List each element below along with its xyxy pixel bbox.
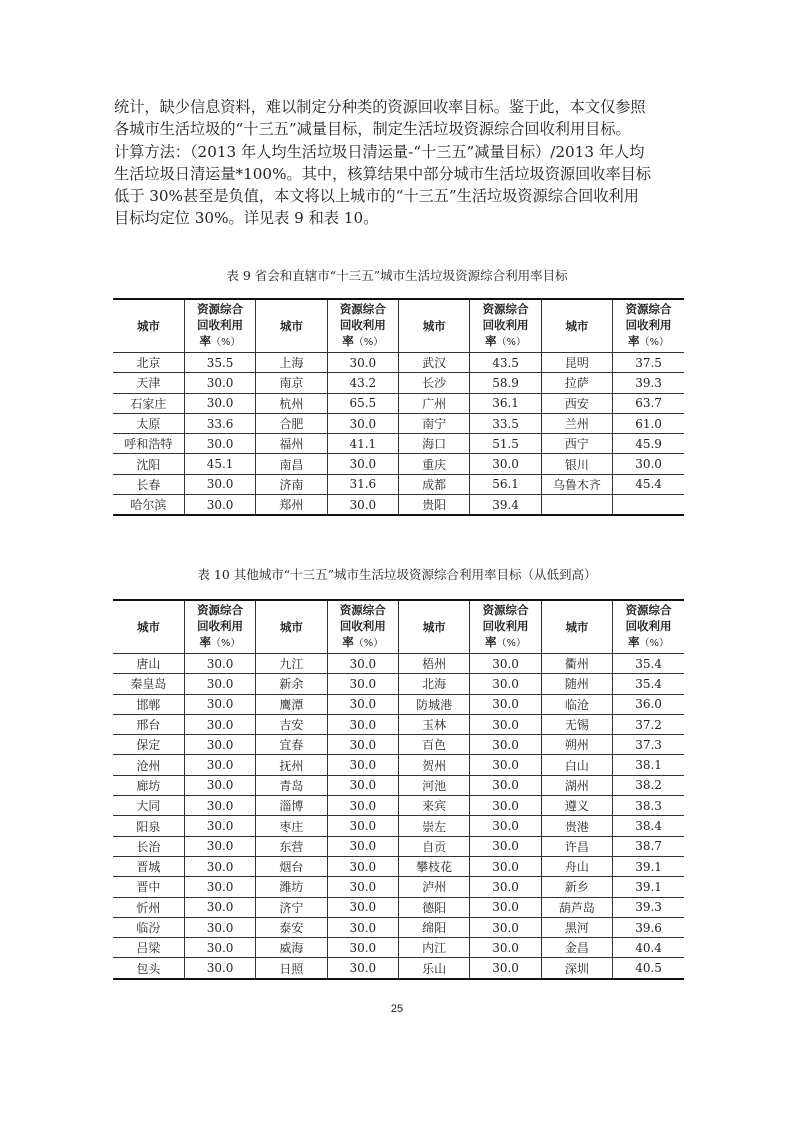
rate-cell: 36.0 [613,694,684,714]
city-cell: 天津 [113,373,184,393]
city-cell: 玉林 [399,714,470,734]
header-rate [327,299,398,353]
city-cell: 绵阳 [399,917,470,937]
body-paragraph [114,96,686,230]
rate-cell: 30.0 [470,917,541,937]
city-cell: 深圳 [541,958,612,979]
rate-cell: 39.4 [470,495,541,516]
header-rate-line3: 率 [628,334,640,348]
city-cell: 北海 [399,674,470,694]
city-cell: 遵义 [541,796,612,816]
city-cell: 昆明 [541,353,612,373]
rate-cell: 30.0 [327,836,398,856]
rate-cell: 30.0 [470,856,541,876]
city-cell: 合肥 [256,413,327,433]
rate-cell: 38.3 [613,796,684,816]
rate-cell: 30.0 [184,694,255,714]
rate-cell: 30.0 [184,735,255,755]
city-cell: 泸州 [399,877,470,897]
rate-cell: 30.0 [327,694,398,714]
city-cell: 石家庄 [113,393,184,413]
header-rate [470,600,541,654]
city-cell: 邢台 [113,714,184,734]
rate-cell: 38.4 [613,816,684,836]
rate-cell: 30.0 [184,434,255,454]
city-cell: 武汉 [399,353,470,373]
city-cell: 吕梁 [113,938,184,958]
city-cell: 海口 [399,434,470,454]
rate-cell: 30.0 [327,897,398,917]
table10 [113,599,684,980]
rate-cell: 30.0 [184,495,255,516]
rate-cell: 30.0 [327,735,398,755]
rate-cell: 30.0 [327,353,398,373]
city-cell: 晋城 [113,856,184,876]
rate-cell: 30.0 [327,917,398,937]
rate-cell: 40.5 [613,958,684,979]
city-cell: 葫芦岛 [541,897,612,917]
city-cell: 攀枝花 [399,856,470,876]
rate-cell: 36.1 [470,393,541,413]
table-row [113,694,684,714]
city-cell: 阳泉 [113,816,184,836]
table-row [113,938,684,958]
paragraph-line: 目标均定位 30%。详见表 9 和表 10。 [114,209,379,228]
rate-cell: 61.0 [613,413,684,433]
city-cell: 包头 [113,958,184,979]
rate-cell: 43.2 [327,373,398,393]
city-cell: 新乡 [541,877,612,897]
table-row [113,958,684,979]
city-cell: 唐山 [113,654,184,674]
rate-cell: 30.0 [470,714,541,734]
rate-cell: 30.0 [470,674,541,694]
city-cell: 福州 [256,434,327,454]
city-cell: 上海 [256,353,327,373]
header-rate-line2: 回收利用 [197,318,244,332]
table-row [113,393,684,413]
city-cell: 衢州 [541,654,612,674]
table-row [113,495,684,516]
rate-cell: 58.9 [470,373,541,393]
rate-cell: 30.0 [184,958,255,979]
city-cell: 保定 [113,735,184,755]
city-cell: 九江 [256,654,327,674]
rate-cell: 30.0 [470,877,541,897]
city-cell: 自贡 [399,836,470,856]
header-city: 城市 [541,299,612,353]
header-city: 城市 [541,600,612,654]
rate-cell: 30.0 [184,938,255,958]
rate-cell: 35.4 [613,674,684,694]
rate-cell: 33.5 [470,413,541,433]
rate-cell: 30.0 [327,654,398,674]
header-rate-line1: 资源综合 [625,603,672,617]
rate-cell: 30.0 [470,938,541,958]
header-rate-line3: 率 [342,334,354,348]
rate-cell: 30.0 [184,775,255,795]
rate-cell: 30.0 [184,755,255,775]
rate-cell: 43.5 [470,353,541,373]
rate-cell: 30.0 [470,735,541,755]
header-rate-line2: 回收利用 [482,318,529,332]
rate-cell: 30.0 [184,474,255,494]
city-cell: 南宁 [399,413,470,433]
rate-cell: 30.0 [184,674,255,694]
rate-cell: 45.1 [184,454,255,474]
header-city: 城市 [256,600,327,654]
header-rate-line2: 回收利用 [197,619,244,633]
rate-cell: 45.4 [613,474,684,494]
rate-cell: 38.2 [613,775,684,795]
table-row [113,877,684,897]
header-rate-line1: 资源综合 [625,302,672,316]
city-cell: 吉安 [256,714,327,734]
header-rate-unit: （%） [353,337,384,348]
header-rate-unit: （%） [639,337,670,348]
table10-caption: 表 10 其他城市“十三五”城市生活垃圾资源综合利用率目标（从低到高） [197,567,597,582]
city-cell: 郑州 [256,495,327,516]
paragraph-line: 各城市生活垃圾的“十三五”减量目标，制定生活垃圾资源综合回收利用目标。 [114,120,631,139]
rate-cell: 30.0 [327,775,398,795]
table-row [113,836,684,856]
rate-cell: 30.0 [327,495,398,516]
header-rate-unit: （%） [639,638,670,649]
city-cell: 杭州 [256,393,327,413]
city-cell: 贺州 [399,755,470,775]
rate-cell: 35.4 [613,654,684,674]
rate-cell: 56.1 [470,474,541,494]
header-rate-line2: 回收利用 [482,619,529,633]
city-cell: 金昌 [541,938,612,958]
rate-cell: 30.0 [184,393,255,413]
rate-cell: 30.0 [470,796,541,816]
city-cell: 乌鲁木齐 [541,474,612,494]
city-cell: 来宾 [399,796,470,816]
rate-cell: 30.0 [327,796,398,816]
rate-cell: 30.0 [184,917,255,937]
city-cell: 沧州 [113,755,184,775]
header-rate-line3: 率 [199,635,212,649]
rate-cell: 30.0 [470,836,541,856]
city-cell: 重庆 [399,454,470,474]
city-cell: 内江 [399,938,470,958]
header-rate-line2: 回收利用 [625,318,672,332]
city-cell: 宜春 [256,735,327,755]
rate-cell: 30.0 [327,856,398,876]
table-row [113,674,684,694]
header-rate-unit: （%） [353,638,384,649]
rate-cell: 38.7 [613,836,684,856]
city-cell: 贵阳 [399,495,470,516]
header-city: 城市 [399,299,470,353]
table-row [113,714,684,734]
city-cell: 湖州 [541,775,612,795]
rate-cell: 30.0 [327,938,398,958]
table-row [113,654,684,674]
city-cell: 抚州 [256,755,327,775]
rate-cell: 30.0 [184,816,255,836]
city-cell: 大同 [113,796,184,816]
table-row [113,434,684,454]
city-cell: 太原 [113,413,184,433]
city-cell: 随州 [541,674,612,694]
city-cell: 新余 [256,674,327,694]
city-cell: 晋中 [113,877,184,897]
header-rate [184,600,255,654]
paragraph-line: 生活垃圾日清运量*100%。其中，核算结果中部分城市生活垃圾资源回收率目标 [114,164,652,183]
rate-cell: 39.1 [613,877,684,897]
city-cell: 成都 [399,474,470,494]
header-row [113,600,684,654]
rate-cell: 63.7 [613,393,684,413]
table-row [113,897,684,917]
rate-cell: 30.0 [184,796,255,816]
header-rate-line3: 率 [485,334,497,348]
city-cell: 临沧 [541,694,612,714]
rate-cell: 39.1 [613,856,684,876]
header-rate-line1: 资源综合 [482,603,529,617]
header-rate-line1: 资源综合 [339,603,386,617]
rate-cell: 30.0 [327,755,398,775]
city-cell: 临汾 [113,917,184,937]
rate-cell: 30.0 [184,856,255,876]
city-cell: 北京 [113,353,184,373]
city-cell: 梧州 [399,654,470,674]
rate-cell: 30.0 [470,897,541,917]
city-cell: 乐山 [399,958,470,979]
header-city: 城市 [399,600,470,654]
table9-caption: 表 9 省会和直辖市“十三五”城市生活垃圾资源综合利用率目标 [226,268,568,283]
table-row [113,454,684,474]
header-rate-line1: 资源综合 [197,603,244,617]
rate-cell: 31.6 [327,474,398,494]
rate-cell: 30.0 [184,373,255,393]
header-row [113,299,684,353]
city-cell: 许昌 [541,836,612,856]
city-cell: 济南 [256,474,327,494]
city-cell: 长治 [113,836,184,856]
rate-cell: 30.0 [470,775,541,795]
rate-cell: 30.0 [327,454,398,474]
rate-cell: 30.0 [327,674,398,694]
city-cell: 贵港 [541,816,612,836]
table-row [113,796,684,816]
rate-cell: 30.0 [470,958,541,979]
city-cell: 白山 [541,755,612,775]
header-rate [327,600,398,654]
city-cell: 哈尔滨 [113,495,184,516]
header-rate-line2: 回收利用 [625,619,672,633]
rate-cell: 30.0 [470,454,541,474]
city-cell: 沈阳 [113,454,184,474]
header-rate-line3: 率 [199,334,212,348]
city-cell [541,495,612,516]
rate-cell: 35.5 [184,353,255,373]
table-row [113,735,684,755]
rate-cell: 30.0 [327,877,398,897]
rate-cell: 30.0 [470,654,541,674]
city-cell: 呼和浩特 [113,434,184,454]
city-cell: 邯郸 [113,694,184,714]
city-cell: 舟山 [541,856,612,876]
rate-cell: 30.0 [184,714,255,734]
header-rate [613,299,684,353]
header-rate-line1: 资源综合 [482,302,529,316]
header-rate [470,299,541,353]
city-cell: 潍坊 [256,877,327,897]
rate-cell: 39.3 [613,897,684,917]
city-cell: 鹰潭 [256,694,327,714]
city-cell: 拉萨 [541,373,612,393]
city-cell: 朔州 [541,735,612,755]
table-row [113,816,684,836]
city-cell: 崇左 [399,816,470,836]
rate-cell: 30.0 [327,958,398,979]
rate-cell: 30.0 [613,454,684,474]
header-city: 城市 [256,299,327,353]
city-cell: 银川 [541,454,612,474]
header-rate-line3: 率 [342,635,354,649]
city-cell: 南昌 [256,454,327,474]
header-rate [184,299,255,353]
city-cell: 威海 [256,938,327,958]
header-rate-unit: （%） [211,337,241,348]
table9 [113,298,684,516]
city-cell: 长春 [113,474,184,494]
rate-cell: 30.0 [470,755,541,775]
city-cell: 烟台 [256,856,327,876]
city-cell: 枣庄 [256,816,327,836]
header-city: 城市 [113,299,184,353]
rate-cell: 30.0 [327,714,398,734]
table-row [113,917,684,937]
city-cell: 秦皇岛 [113,674,184,694]
header-rate-line3: 率 [628,635,640,649]
table-row [113,413,684,433]
page-number: 25 [390,1003,404,1015]
rate-cell: 30.0 [470,816,541,836]
city-cell: 防城港 [399,694,470,714]
city-cell: 济宁 [256,897,327,917]
city-cell: 忻州 [113,897,184,917]
city-cell: 河池 [399,775,470,795]
rate-cell: 30.0 [327,413,398,433]
city-cell: 无锡 [541,714,612,734]
header-rate-line2: 回收利用 [339,318,386,332]
city-cell: 兰州 [541,413,612,433]
city-cell: 黑河 [541,917,612,937]
rate-cell: 41.1 [327,434,398,454]
city-cell: 德阳 [399,897,470,917]
paragraph-line: 统计，缺少信息资料，难以制定分种类的资源回收率目标。鉴于此，本文仅参照 [114,98,646,116]
city-cell: 泰安 [256,917,327,937]
rate-cell: 37.2 [613,714,684,734]
header-rate-unit: （%） [496,337,527,348]
city-cell: 廊坊 [113,775,184,795]
city-cell: 东营 [256,836,327,856]
rate-cell: 51.5 [470,434,541,454]
header-city: 城市 [113,600,184,654]
city-cell: 广州 [399,393,470,413]
header-rate-line1: 资源综合 [197,302,244,316]
rate-cell: 30.0 [184,897,255,917]
table-row [113,775,684,795]
rate-cell: 30.0 [327,816,398,836]
table-row [113,856,684,876]
rate-cell: 40.4 [613,938,684,958]
header-rate-unit: （%） [496,638,527,649]
header-rate-line3: 率 [485,635,497,649]
paragraph-line: 低于 30%甚至是负值，本文将以上城市的“十三五”生活垃圾资源综合回收利用 [114,187,639,206]
city-cell: 西安 [541,393,612,413]
rate-cell: 30.0 [184,836,255,856]
rate-cell: 30.0 [470,694,541,714]
city-cell: 青岛 [256,775,327,795]
rate-cell: 45.9 [613,434,684,454]
rate-cell: 30.0 [184,654,255,674]
rate-cell: 39.6 [613,917,684,937]
rate-cell: 37.5 [613,353,684,373]
rate-cell: 33.6 [184,413,255,433]
rate-cell: 38.1 [613,755,684,775]
city-cell: 百色 [399,735,470,755]
header-rate [613,600,684,654]
city-cell: 日照 [256,958,327,979]
header-rate-line1: 资源综合 [339,302,386,316]
table-row [113,755,684,775]
rate-cell: 30.0 [184,877,255,897]
rate-cell: 65.5 [327,393,398,413]
header-rate-unit: （%） [211,638,241,649]
rate-cell [613,495,684,516]
table-row [113,474,684,494]
table-row [113,373,684,393]
city-cell: 西宁 [541,434,612,454]
rate-cell: 37.3 [613,735,684,755]
header-rate-line2: 回收利用 [339,619,386,633]
city-cell: 淄博 [256,796,327,816]
city-cell: 长沙 [399,373,470,393]
rate-cell: 39.3 [613,373,684,393]
city-cell: 南京 [256,373,327,393]
paragraph-line: 计算方法：（2013 年人均生活垃圾日清运量-“十三五”减量目标）/2013 年人均 [114,142,645,161]
table-row [113,353,684,373]
